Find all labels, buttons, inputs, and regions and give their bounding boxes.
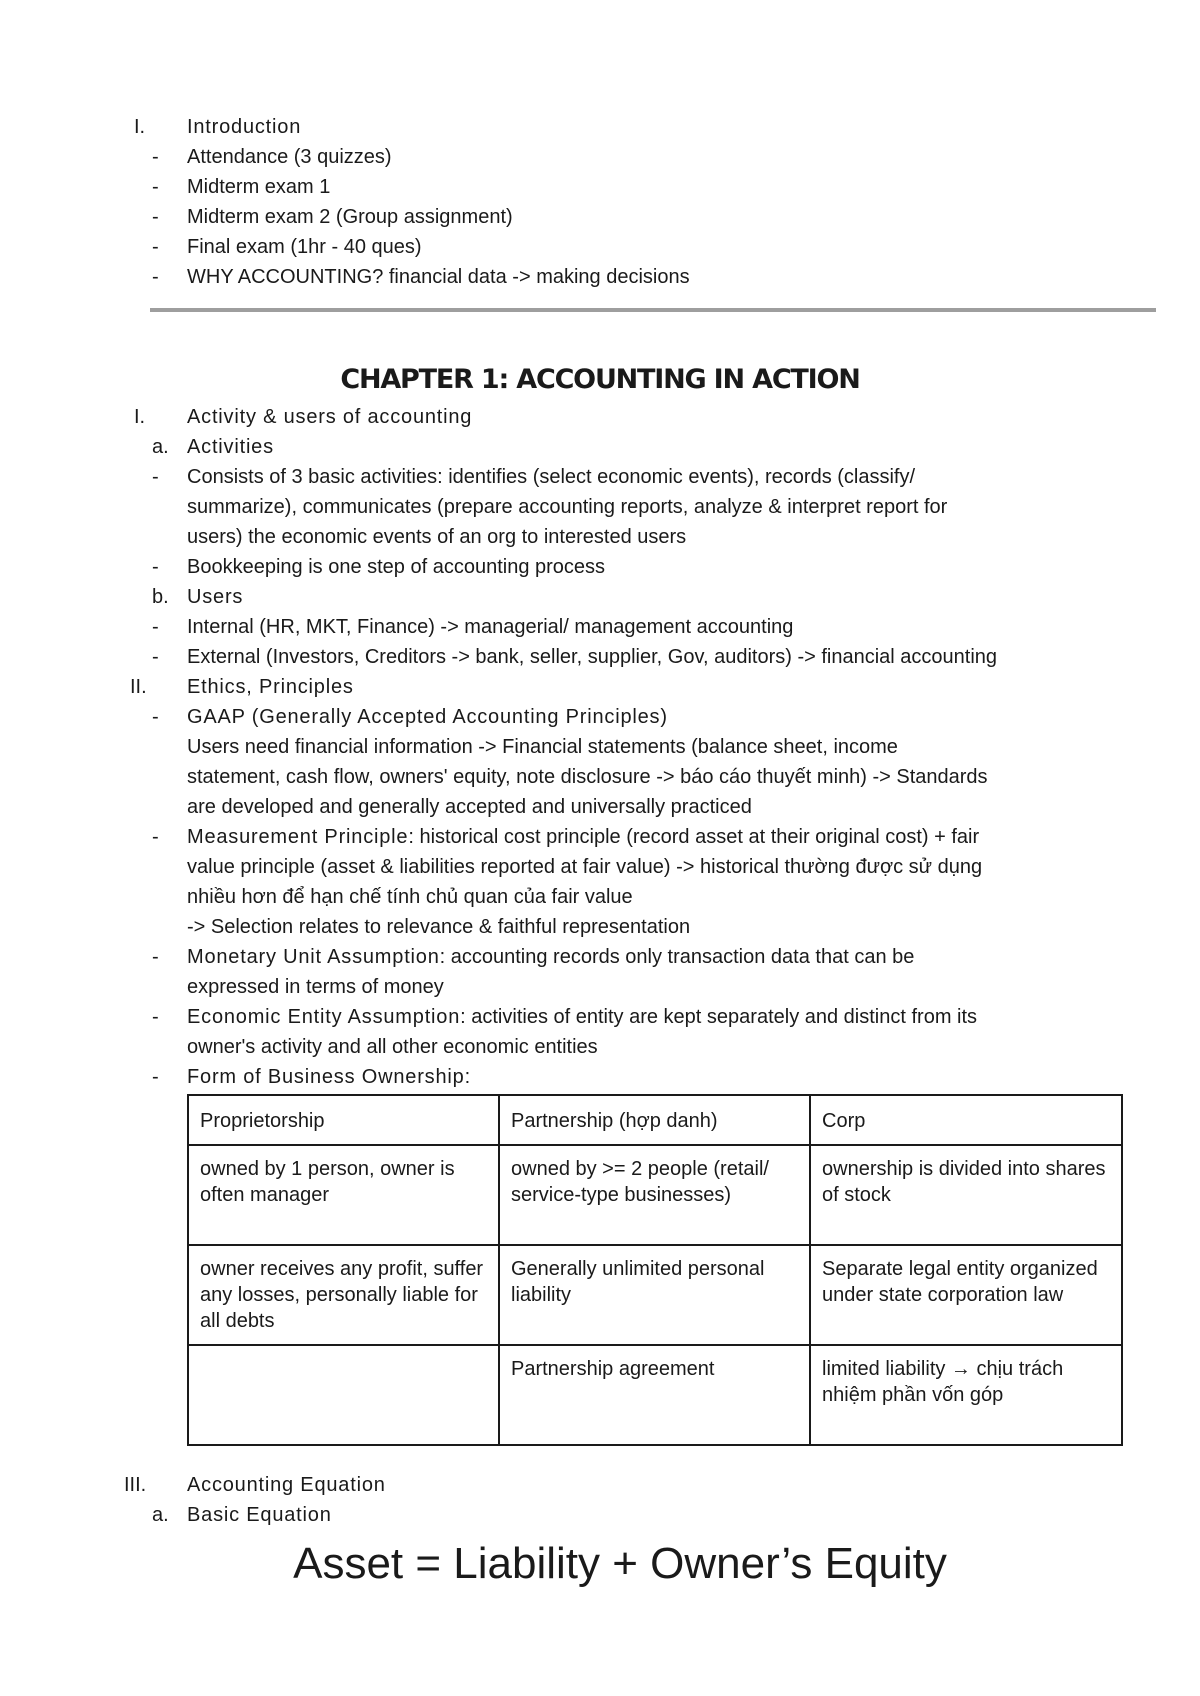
section2-marker: II.	[130, 676, 147, 698]
activities-line-2: summarize), communicates (prepare accounting reports, analyze & interpret report for	[187, 496, 948, 518]
table-row	[188, 1245, 1122, 1345]
intro-heading: Introduction	[187, 116, 302, 138]
monetary-line-2: expressed in terms of money	[187, 976, 444, 998]
table-header-cell: Proprietorship	[188, 1095, 499, 1145]
bullet-dash: -	[152, 946, 159, 968]
bullet-dash: -	[152, 176, 159, 198]
section3-a-heading: Basic Equation	[187, 1504, 332, 1526]
section2-heading: Ethics, Principles	[187, 676, 354, 698]
section1-heading: Activity & users of accounting	[187, 406, 473, 428]
section1-a-heading: Activities	[187, 436, 274, 458]
section3-heading: Accounting Equation	[187, 1474, 386, 1496]
measurement-line-3: nhiều hơn để hạn chế tính chủ quan của fair value	[187, 886, 633, 908]
bullet-dash: -	[152, 206, 159, 228]
intro-bullet-attendance: Attendance (3 quizzes)	[187, 146, 392, 168]
table-cell: Separate legal entity organized under state corporation law	[810, 1245, 1122, 1345]
bullet-dash: -	[152, 826, 159, 848]
business-ownership-table	[187, 1094, 1123, 1446]
intro-bullet-midterm2: Midterm exam 2 (Group assignment)	[187, 206, 513, 228]
measurement-line-4: -> Selection relates to relevance & faithful representation	[187, 916, 691, 938]
table-cell: limited liability → chịu trách nhiệm phần vốn góp	[810, 1345, 1122, 1445]
table-row	[188, 1145, 1122, 1245]
bullet-dash: -	[152, 146, 159, 168]
activities-line-1: Consists of 3 basic activities: identifies (select economic events), records (classify/	[187, 466, 916, 488]
section1-marker: I.	[134, 406, 146, 428]
users-internal-line: Internal (HR, MKT, Finance) -> managerial/ management accounting	[187, 616, 794, 638]
table-cell: ownership is divided into shares of stock	[810, 1145, 1122, 1245]
horizontal-divider	[150, 308, 1156, 312]
bullet-dash: -	[152, 236, 159, 258]
chapter-title: CHAPTER 1: ACCOUNTING IN ACTION	[340, 364, 860, 395]
table-cell: Generally unlimited personal liability	[499, 1245, 810, 1345]
section1-a-marker: a.	[152, 436, 169, 458]
gaap-line-1: Users need financial information -> Financial statements (balance sheet, income	[187, 736, 898, 758]
table-header-row	[188, 1095, 1122, 1145]
entity-heading: Economic Entity Assumption	[187, 1006, 461, 1028]
form-ownership-heading: Form of Business Ownership	[187, 1066, 465, 1088]
measurement-heading: Measurement Principle	[187, 826, 409, 848]
entity-text: : activities of entity are kept separately and distinct from its	[460, 1006, 978, 1028]
measurement-text: : historical cost principle (record asset at their original cost) + fair	[408, 826, 980, 848]
form-ownership-colon: :	[464, 1066, 471, 1088]
gaap-heading: GAAP (Generally Accepted Accounting Principles)	[187, 706, 668, 728]
intro-bullet-why: WHY ACCOUNTING? financial data -> making decisions	[187, 266, 690, 288]
users-external-line: External (Investors, Creditors -> bank, seller, supplier, Gov, auditors) -> financial accounting	[187, 646, 998, 668]
bullet-dash: -	[152, 1006, 159, 1028]
monetary-text: : accounting records only transaction data that can be	[439, 946, 915, 968]
table-header-cell: Partnership (hợp danh)	[499, 1095, 810, 1145]
table-cell: Partnership agreement	[499, 1345, 810, 1445]
table-cell: owned by 1 person, owner is often manager	[188, 1145, 499, 1245]
bullet-dash: -	[152, 706, 159, 728]
bullet-dash: -	[152, 266, 159, 288]
monetary-heading: Monetary Unit Assumption	[187, 946, 440, 968]
accounting-equation: Asset = Liability + Owner’s Equity	[293, 1539, 947, 1588]
intro-bullet-final: Final exam (1hr - 40 ques)	[187, 236, 422, 258]
measurement-line-2: value principle (asset & liabilities reported at fair value) -> historical thường được sử dụng	[187, 856, 983, 878]
bullet-dash: -	[152, 1066, 159, 1088]
activities-line-3: users) the economic events of an org to interested users	[187, 526, 687, 548]
bullet-dash: -	[152, 646, 159, 668]
bullet-dash: -	[152, 556, 159, 578]
entity-line-1	[187, 1002, 977, 1032]
table-cell: owned by >= 2 people (retail/ service-type businesses)	[499, 1145, 810, 1245]
section1-b-heading: Users	[187, 586, 244, 608]
bullet-dash: -	[152, 616, 159, 638]
monetary-line-1	[187, 942, 914, 972]
form-ownership-line	[187, 1062, 470, 1092]
table-cell	[188, 1345, 499, 1445]
table-cell: owner receives any profit, suffer any losses, personally liable for all debts	[188, 1245, 499, 1345]
section3-a-marker: a.	[152, 1504, 169, 1526]
section3-marker: III.	[124, 1474, 147, 1496]
bullet-dash: -	[152, 466, 159, 488]
entity-line-2: owner's activity and all other economic entities	[187, 1036, 598, 1058]
section1-b-marker: b.	[152, 586, 169, 608]
measurement-line-1	[187, 822, 979, 852]
intro-marker: I.	[134, 116, 146, 138]
gaap-line-2: statement, cash flow, owners' equity, note disclosure -> báo cáo thuyết minh) -> Standards	[187, 766, 988, 788]
table-header-cell: Corp	[810, 1095, 1122, 1145]
gaap-line-3: are developed and generally accepted and universally practiced	[187, 796, 752, 818]
intro-bullet-midterm1: Midterm exam 1	[187, 176, 331, 198]
table-row	[188, 1345, 1122, 1445]
bookkeeping-line: Bookkeeping is one step of accounting process	[187, 556, 606, 578]
